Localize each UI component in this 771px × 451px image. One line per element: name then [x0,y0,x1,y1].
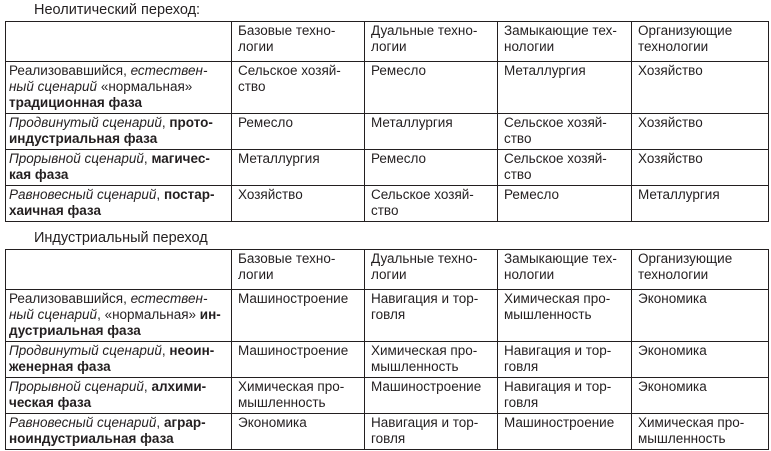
table-row [6,290,769,342]
table-row [6,62,769,114]
scenario-cell [6,414,232,450]
technology-cell: Машиностроение [232,342,365,378]
phase-name: магичес- кая фаза [9,151,210,182]
scenario-prefix: Реализовавшийся, [9,63,131,78]
technology-cell: Металлургия [365,114,498,150]
scenario-name: естествен- ный сценарий [9,291,208,322]
technology-cell: Хозяйство [232,186,365,222]
technology-cell: Ремесло [498,186,632,222]
header-cell: Дуальные техно- логии [365,250,498,290]
technology-cell: Экономика [232,414,365,450]
scenario-cell [6,186,232,222]
neolithic-title: Неолитический переход: [34,2,201,18]
scenario-connector: , [156,187,164,202]
technology-cell: Металлургия [632,186,769,222]
table-row [6,114,769,150]
technology-cell: Машиностроение [365,378,498,414]
technology-cell: Навигация и тор- говля [365,414,498,450]
technology-cell: Хозяйство [632,114,769,150]
scenario-cell [6,114,232,150]
technology-cell: Навигация и тор- говля [498,378,632,414]
scenario-cell [6,290,232,342]
header-cell [6,22,232,62]
header-cell: Базовые техно- логии [232,250,365,290]
technology-cell: Металлургия [232,150,365,186]
phase-name: традиционная фаза [9,95,143,110]
technology-cell: Химическая про- мышленность [232,378,365,414]
technology-cell: Экономика [632,378,769,414]
phase-name: постар- хаичная фаза [9,187,215,218]
header-row [6,250,769,290]
technology-cell: Сельское хозяй- ство [498,150,632,186]
technology-cell: Хозяйство [632,150,769,186]
scenario-connector: , [161,343,170,358]
phase-name: прото- индустриальная фаза [9,115,213,146]
scenario-connector: , [143,379,152,394]
scenario-prefix: Реализовавшийся, [9,291,131,306]
phase-name: аграр- ноиндустриальная фаза [9,415,206,446]
technology-cell: Сельское хозяй- ство [365,186,498,222]
table-row [6,378,769,414]
table-row [6,186,769,222]
scenario-connector: , [161,115,170,130]
phase-name: неоин- женерная фаза [9,343,215,374]
technology-cell: Экономика [632,342,769,378]
scenario-cell [6,62,232,114]
header-cell: Организующие технологии [632,250,769,290]
scenario-name: естествен- ный сценарий [9,63,208,94]
scenario-name: Равновесный сценарий [9,187,157,202]
header-cell [6,250,232,290]
scenario-name: Прорывной сценарий [9,379,144,394]
technology-cell: Сельское хозяй- ство [232,62,365,114]
industrial-table [5,249,769,450]
table-row [6,414,769,450]
technology-cell: Хозяйство [632,62,769,114]
header-cell: Базовые техно- логии [232,22,365,62]
technology-cell: Металлургия [498,62,632,114]
scenario-connector: , [143,151,152,166]
scenario-connector: , «нормальная» [97,307,200,322]
scenario-name: Равновесный сценарий [9,415,157,430]
technology-cell: Навигация и тор- говля [498,342,632,378]
header-cell: Замыкающие тех- нологии [498,22,632,62]
table-row [6,342,769,378]
technology-cell: Химическая про- мышленность [498,290,632,342]
header-cell: Организующие технологии [632,22,769,62]
scenario-cell [6,378,232,414]
technology-cell: Экономика [632,290,769,342]
industrial-title: Индустриальный переход [34,230,208,246]
technology-cell: Машиностроение [498,414,632,450]
technology-cell: Ремесло [232,114,365,150]
phase-name: ин- дустриальная фаза [9,307,221,338]
technology-cell: Ремесло [365,150,498,186]
scenario-connector: , [156,415,164,430]
technology-cell: Химическая про- мышленность [365,342,498,378]
scenario-cell [6,342,232,378]
technology-cell: Навигация и тор- говля [365,290,498,342]
header-cell: Дуальные техно- логии [365,22,498,62]
technology-cell: Машиностроение [232,290,365,342]
technology-cell: Ремесло [365,62,498,114]
table-row [6,150,769,186]
phase-name: алхими- ческая фаза [9,379,207,410]
technology-cell: Сельское хозяй- ство [498,114,632,150]
neolithic-table [5,21,769,222]
scenario-cell [6,150,232,186]
header-row [6,22,769,62]
header-cell: Замыкающие тех- нологии [498,250,632,290]
technology-cell: Химическая про- мышленность [632,414,769,450]
scenario-name: Продвинутый сценарий [9,343,162,358]
scenario-name: Продвинутый сценарий [9,115,162,130]
scenario-connector: «нормальная» [100,79,193,94]
scenario-name: Прорывной сценарий [9,151,144,166]
